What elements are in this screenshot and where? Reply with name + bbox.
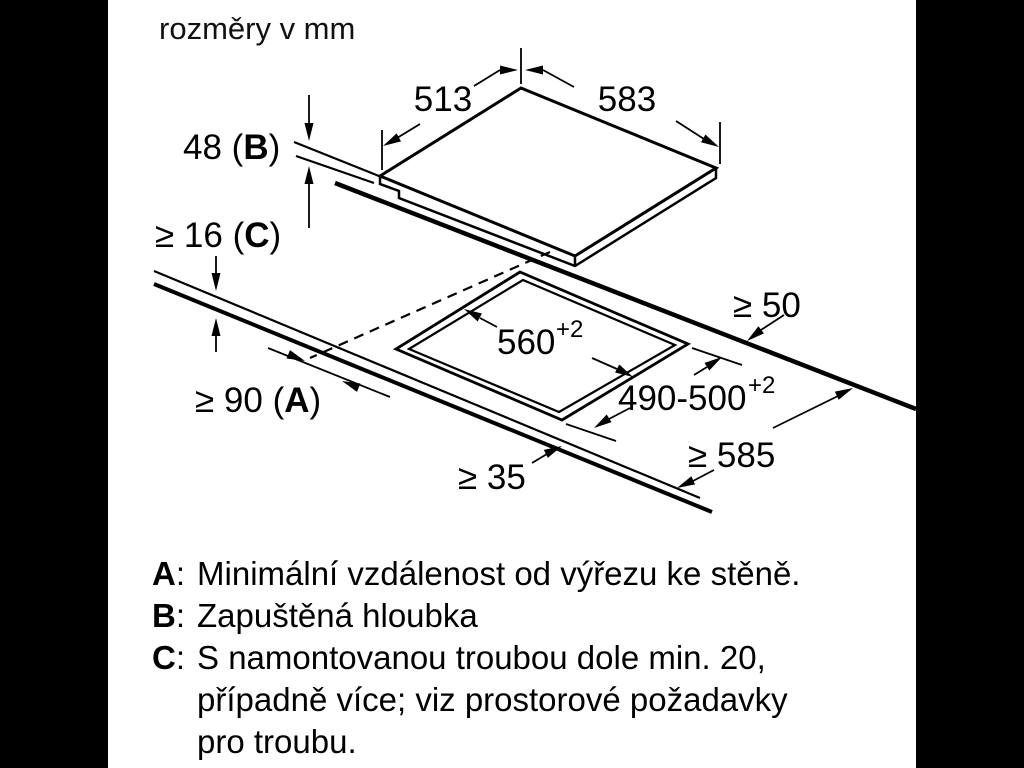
dim-label-583: 583 bbox=[597, 80, 657, 119]
arrowhead-icon bbox=[835, 388, 853, 400]
page-title: rozměry v mm bbox=[159, 11, 356, 46]
dim-label-16-c bbox=[155, 216, 281, 255]
legend-line: S namontovanou troubou dole min. 20, bbox=[197, 639, 766, 676]
dim-text: ) bbox=[309, 381, 322, 420]
dim-text: ) bbox=[269, 216, 282, 255]
legend-text bbox=[197, 595, 852, 637]
dim-label-513: 513 bbox=[413, 80, 473, 119]
legend-text bbox=[197, 553, 852, 595]
dim-key: C bbox=[244, 216, 270, 255]
legend-key: B bbox=[152, 597, 176, 634]
dim-leader bbox=[543, 70, 574, 87]
arrowhead-icon bbox=[212, 318, 221, 336]
arrowhead-icon bbox=[594, 415, 612, 429]
dim-label-560: 560 bbox=[497, 323, 556, 362]
dim-label-490-500: 490-500 bbox=[618, 379, 747, 418]
dim-leader bbox=[676, 121, 704, 139]
legend-separator: : bbox=[175, 639, 186, 676]
dim-label-560-tolerance: +2 bbox=[556, 316, 584, 343]
arrowhead-icon bbox=[383, 133, 401, 146]
dim-extension bbox=[692, 348, 742, 365]
dim-label-50: ≥ 50 bbox=[733, 286, 801, 325]
legend-separator: : bbox=[175, 555, 186, 592]
legend-key: C bbox=[152, 639, 176, 676]
dim-leader bbox=[694, 367, 707, 375]
dim-35 bbox=[458, 446, 562, 497]
arrowhead-icon bbox=[701, 135, 719, 148]
dim-text: 48 ( bbox=[183, 128, 244, 167]
legend bbox=[152, 553, 852, 763]
arrowhead-icon bbox=[212, 273, 221, 291]
dim-leader bbox=[474, 70, 500, 86]
legend-row-a bbox=[152, 553, 852, 595]
dim-label-35: ≥ 35 bbox=[458, 458, 526, 497]
legend-separator: : bbox=[175, 597, 186, 634]
arrowhead-icon bbox=[677, 476, 695, 488]
legend-line: pro troubu. bbox=[197, 723, 357, 760]
arrowhead-icon bbox=[287, 350, 305, 361]
legend-line: případně více; viz prostorové požadavky bbox=[197, 681, 788, 718]
dim-leader bbox=[532, 454, 547, 463]
legend-line: Minimální vzdálenost od výřezu ke stěně. bbox=[197, 555, 801, 592]
dim-text: ≥ 90 ( bbox=[195, 381, 285, 420]
arrowhead-icon bbox=[305, 166, 314, 184]
dim-leader bbox=[397, 124, 420, 138]
dim-90-a bbox=[195, 348, 390, 420]
legend-row-c bbox=[152, 637, 852, 763]
dim-16-c bbox=[155, 216, 281, 352]
arrowhead-icon bbox=[705, 357, 723, 371]
dim-label-48-b bbox=[183, 128, 280, 167]
dim-key: A bbox=[284, 381, 310, 420]
arrowhead-icon bbox=[305, 123, 314, 141]
dim-48-b bbox=[183, 95, 314, 228]
dim-label-490-500-tolerance: +2 bbox=[748, 372, 776, 399]
legend-line: Zapuštěná hloubka bbox=[197, 597, 478, 634]
legend-row-b bbox=[152, 595, 852, 637]
dim-leader bbox=[773, 396, 838, 428]
dim-label-585: ≥ 585 bbox=[688, 436, 776, 475]
dim-50 bbox=[733, 286, 801, 341]
dim-text: ) bbox=[268, 128, 281, 167]
dim-text: ≥ 16 ( bbox=[155, 216, 245, 255]
legend-key: A bbox=[152, 555, 176, 592]
dim-key: B bbox=[243, 128, 269, 167]
dim-extension bbox=[566, 424, 616, 441]
arrowhead-icon bbox=[500, 66, 518, 75]
legend-text bbox=[197, 637, 852, 763]
arrowhead-icon bbox=[525, 66, 543, 75]
arrowhead-icon bbox=[342, 381, 360, 392]
dim-label-90-a bbox=[195, 381, 321, 420]
arrowhead-icon bbox=[747, 326, 764, 341]
